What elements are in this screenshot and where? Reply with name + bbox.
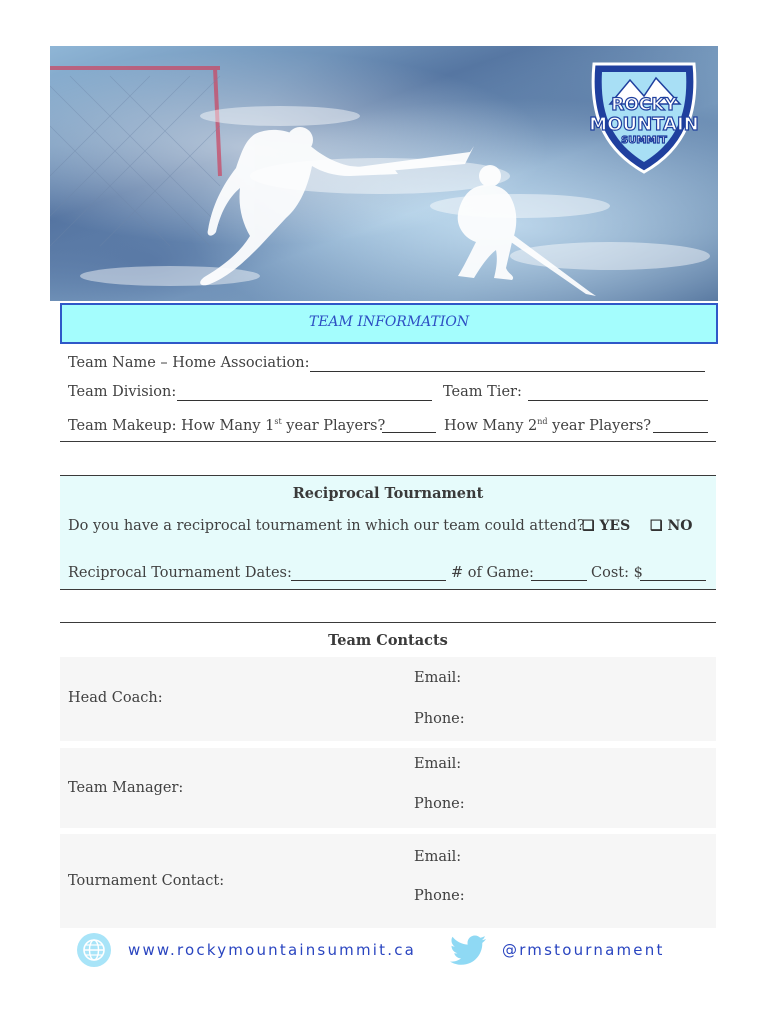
team-manager-email-label: Email:	[414, 756, 462, 772]
team-manager-phone-label: Phone:	[414, 796, 465, 812]
checkbox-icon: ❏	[582, 518, 595, 534]
no-checkbox[interactable]	[650, 518, 692, 534]
reciprocal-question: Do you have a reciprocal tournament in which our team could attend?	[68, 518, 585, 534]
head-coach-label: Head Coach:	[68, 690, 163, 706]
first-year-players-field[interactable]	[382, 432, 436, 433]
head-coach-phone-label: Phone:	[414, 711, 465, 727]
yes-label: YES	[599, 518, 631, 534]
games-field[interactable]	[531, 580, 587, 581]
section-divider	[60, 475, 716, 476]
second-year-players-field[interactable]	[653, 432, 708, 433]
team-division-label: Team Division:	[68, 384, 177, 400]
section-divider	[60, 589, 716, 590]
twitter-icon	[450, 934, 488, 968]
banner-artwork	[50, 46, 718, 301]
yes-checkbox[interactable]	[582, 518, 630, 534]
website-link[interactable]: www.rockymountainsummit.ca	[128, 941, 417, 959]
head-coach-email-label: Email:	[414, 670, 462, 686]
logo-line1: ROCKY	[611, 95, 677, 115]
team-name-label: Team Name – Home Association:	[68, 355, 310, 371]
header-banner	[50, 46, 718, 301]
team-manager-label: Team Manager:	[68, 780, 184, 796]
section-divider	[60, 622, 716, 623]
team-makeup-second-year-label: How Many 2nd year Players?	[444, 417, 652, 434]
team-tier-label: Team Tier:	[443, 384, 522, 400]
reciprocal-tournament-heading: Reciprocal Tournament	[292, 485, 484, 502]
team-information-heading: TEAM INFORMATION	[308, 314, 470, 330]
checkbox-icon: ❏	[650, 518, 663, 534]
tournament-contact-phone-label: Phone:	[414, 888, 465, 904]
logo-line3: SUMMIT	[621, 135, 667, 146]
team-makeup-first-year-label: Team Makeup: How Many 1st year Players?	[68, 417, 386, 434]
logo-line2: MOUNTAIN	[589, 114, 699, 135]
cost-label: Cost: $	[591, 565, 643, 581]
twitter-handle-link[interactable]: @rmstournament	[502, 941, 665, 959]
team-division-field[interactable]	[177, 400, 432, 401]
team-name-field[interactable]	[310, 371, 705, 372]
globe-icon	[76, 932, 112, 968]
tournament-contact-email-label: Email:	[414, 849, 462, 865]
reciprocal-dates-field[interactable]	[291, 580, 446, 581]
no-label: NO	[667, 518, 693, 534]
team-contacts-heading: Team Contacts	[328, 632, 448, 649]
cost-field[interactable]	[640, 580, 706, 581]
section-divider	[60, 441, 716, 442]
tournament-contact-label: Tournament Contact:	[68, 873, 225, 889]
reciprocal-dates-label: Reciprocal Tournament Dates:	[68, 565, 292, 581]
team-tier-field[interactable]	[528, 400, 708, 401]
games-label: # of Game:	[451, 565, 534, 581]
